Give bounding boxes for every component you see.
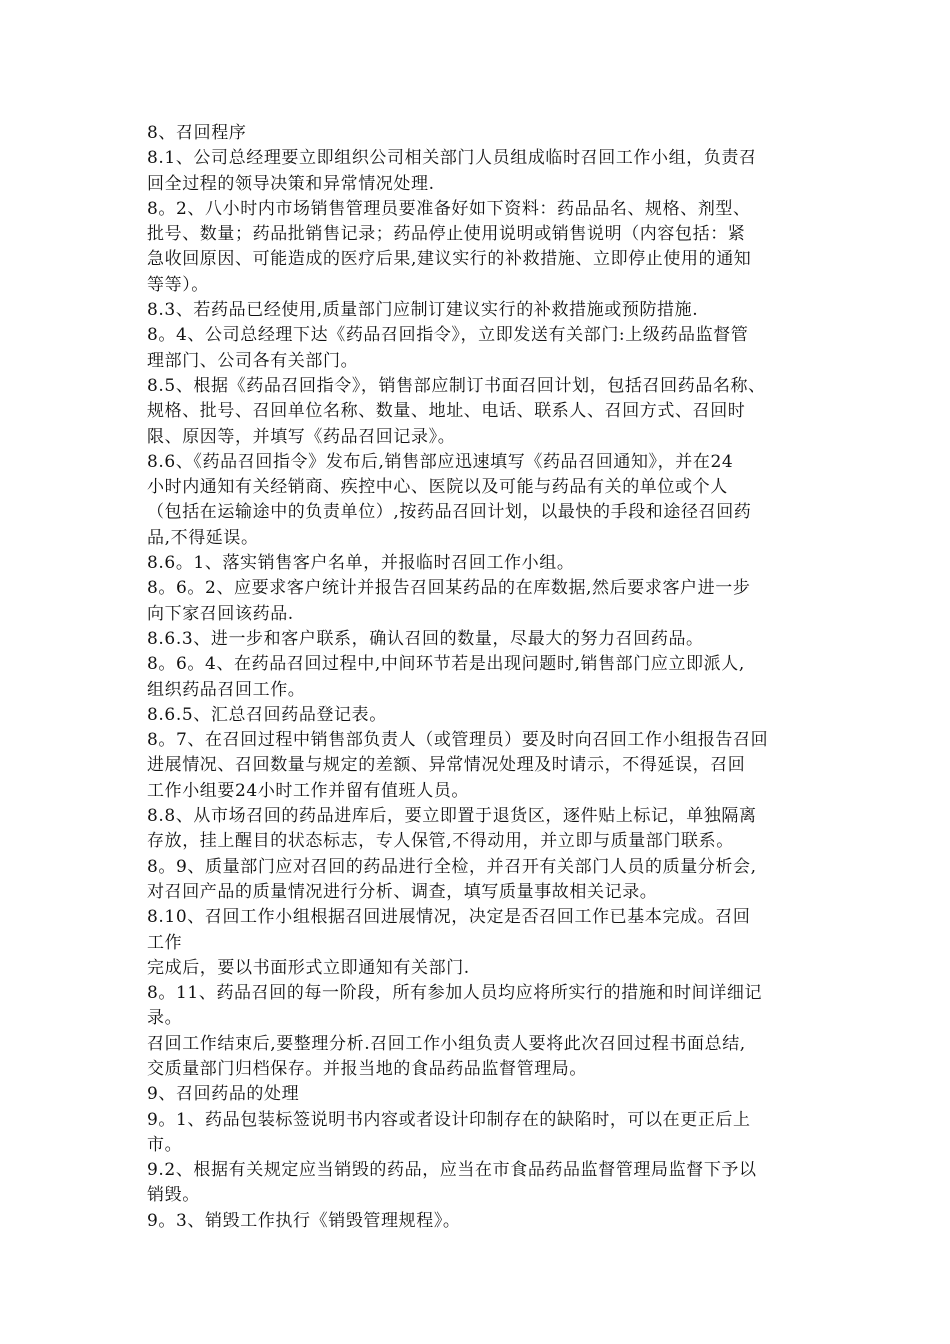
text-line: 8。6。4、在药品召回过程中,中间环节若是出现问题时,销售部门应立即派人,	[147, 654, 745, 675]
text-line: 小时内通知有关经销商、疾控中心、医院以及可能与药品有关的单位或个人	[147, 477, 728, 498]
text-line: 召回工作结束后,要整理分析.召回工作小组负责人要将此次召回过程书面总结,	[147, 1033, 746, 1054]
text-line: 8。2、八小时内市场销售管理员要准备好如下资料：药品品名、规格、剂型、	[147, 198, 751, 219]
text-line: 8。4、公司总经理下达《药品召回指令》，立即发送有关部门:上级药品监督管	[147, 325, 749, 346]
text-line: 向下家召回该药品.	[147, 603, 294, 624]
text-line: 存放，挂上醒目的状态标志，专人保管,不得动用，并立即与质量部门联系。	[147, 831, 734, 852]
text-line: 8.6.3、进一步和客户联系，确认召回的数量，尽最大的努力召回药品。	[147, 628, 704, 649]
text-line: 完成后，要以书面形式立即通知有关部门.	[147, 957, 470, 978]
text-line: 8。11、药品召回的每一阶段，所有参加人员均应将所实行的措施和时间详细记	[147, 983, 763, 1004]
text-line: 8.8、从市场召回的药品进库后，要立即置于退货区，逐件贴上标记，单独隔离	[147, 806, 757, 827]
text-line: 8.6、《药品召回指令》发布后,销售部应迅速填写《药品召回通知》，并在24	[147, 451, 734, 472]
text-line: （包括在运输途中的负责单位）,按药品召回计划，以最快的手段和途径召回药	[147, 502, 752, 523]
text-line: 进展情况、召回数量与规定的差额、异常情况处理及时请示，不得延误，召回	[147, 755, 746, 776]
text-line: 9.2、根据有关规定应当销毁的药品，应当在市食品药品监督管理局监督下予以	[147, 1160, 757, 1181]
text-line: 对召回产品的质量情况进行分析、调查，填写质量事故相关记录。	[147, 881, 658, 902]
text-line: 等等）。	[147, 274, 209, 295]
text-line: 9。1、药品包装标签说明书内容或者设计印制存在的缺陷时，可以在更正后上	[147, 1109, 751, 1130]
text-line: 品,不得延误。	[147, 527, 259, 548]
text-line: 理部门、公司各有关部门。	[147, 350, 359, 371]
text-line: 8。6。2、应要求客户统计并报告召回某药品的在库数据,然后要求客户进一步	[147, 578, 751, 599]
document-body	[147, 121, 817, 1234]
text-line: 8。7、在召回过程中销售部负责人（或管理员）要及时向召回工作小组报告召回	[147, 730, 769, 751]
text-line: 工作小组要24小时工作并留有值班人员。	[147, 780, 470, 801]
text-line: 批号、数量；药品批销售记录；药品停止使用说明或销售说明（内容包括：紧	[147, 224, 746, 245]
section-heading-recall-procedure: 8、召回程序	[147, 123, 247, 143]
text-line: 录。	[147, 1008, 183, 1029]
section-heading-recalled-drug-handling: 9、召回药品的处理	[147, 1084, 300, 1105]
text-line: 急收回原因、可能造成的医疗后果,建议实行的补救措施、立即停止使用的通知	[147, 249, 752, 270]
text-line: 8。9、质量部门应对召回的药品进行全检，并召开有关部门人员的质量分析会,	[147, 856, 757, 877]
text-line: 交质量部门归档保存。并报当地的食品药品监督管理局。	[147, 1058, 587, 1079]
text-line: 销毁。	[147, 1185, 200, 1206]
text-line: 市。	[147, 1134, 183, 1155]
text-line: 8.1、公司总经理要立即组织公司相关部门人员组成临时召回工作小组，负责召	[147, 148, 757, 169]
text-line: 8.3、若药品已经使用,质量部门应制订建议实行的补救措施或预防措施.	[147, 300, 699, 321]
text-line: 8.6。1、落实销售客户名单，并报临时召回工作小组。	[147, 553, 575, 574]
text-line: 8.5、根据《药品召回指令》，销售部应制订书面召回计划，包括召回药品名称、	[147, 375, 766, 396]
text-line: 规格、批号、召回单位名称、数量、地址、电话、联系人、召回方式、召回时	[147, 401, 746, 422]
text-line: 回全过程的领导决策和异常情况处理.	[147, 173, 435, 194]
text-line: 8.10、召回工作小组根据召回进展情况，决定是否召回工作已基本完成。召回	[147, 907, 751, 928]
text-line: 8.6.5、汇总召回药品登记表。	[147, 704, 387, 725]
text-line: 9。3、销毁工作执行《销毁管理规程》。	[147, 1210, 461, 1231]
text-line: 组织药品召回工作。	[147, 679, 306, 700]
text-line: 限、原因等，并填写《药品召回记录》。	[147, 426, 456, 447]
text-line: 工作	[147, 932, 183, 953]
